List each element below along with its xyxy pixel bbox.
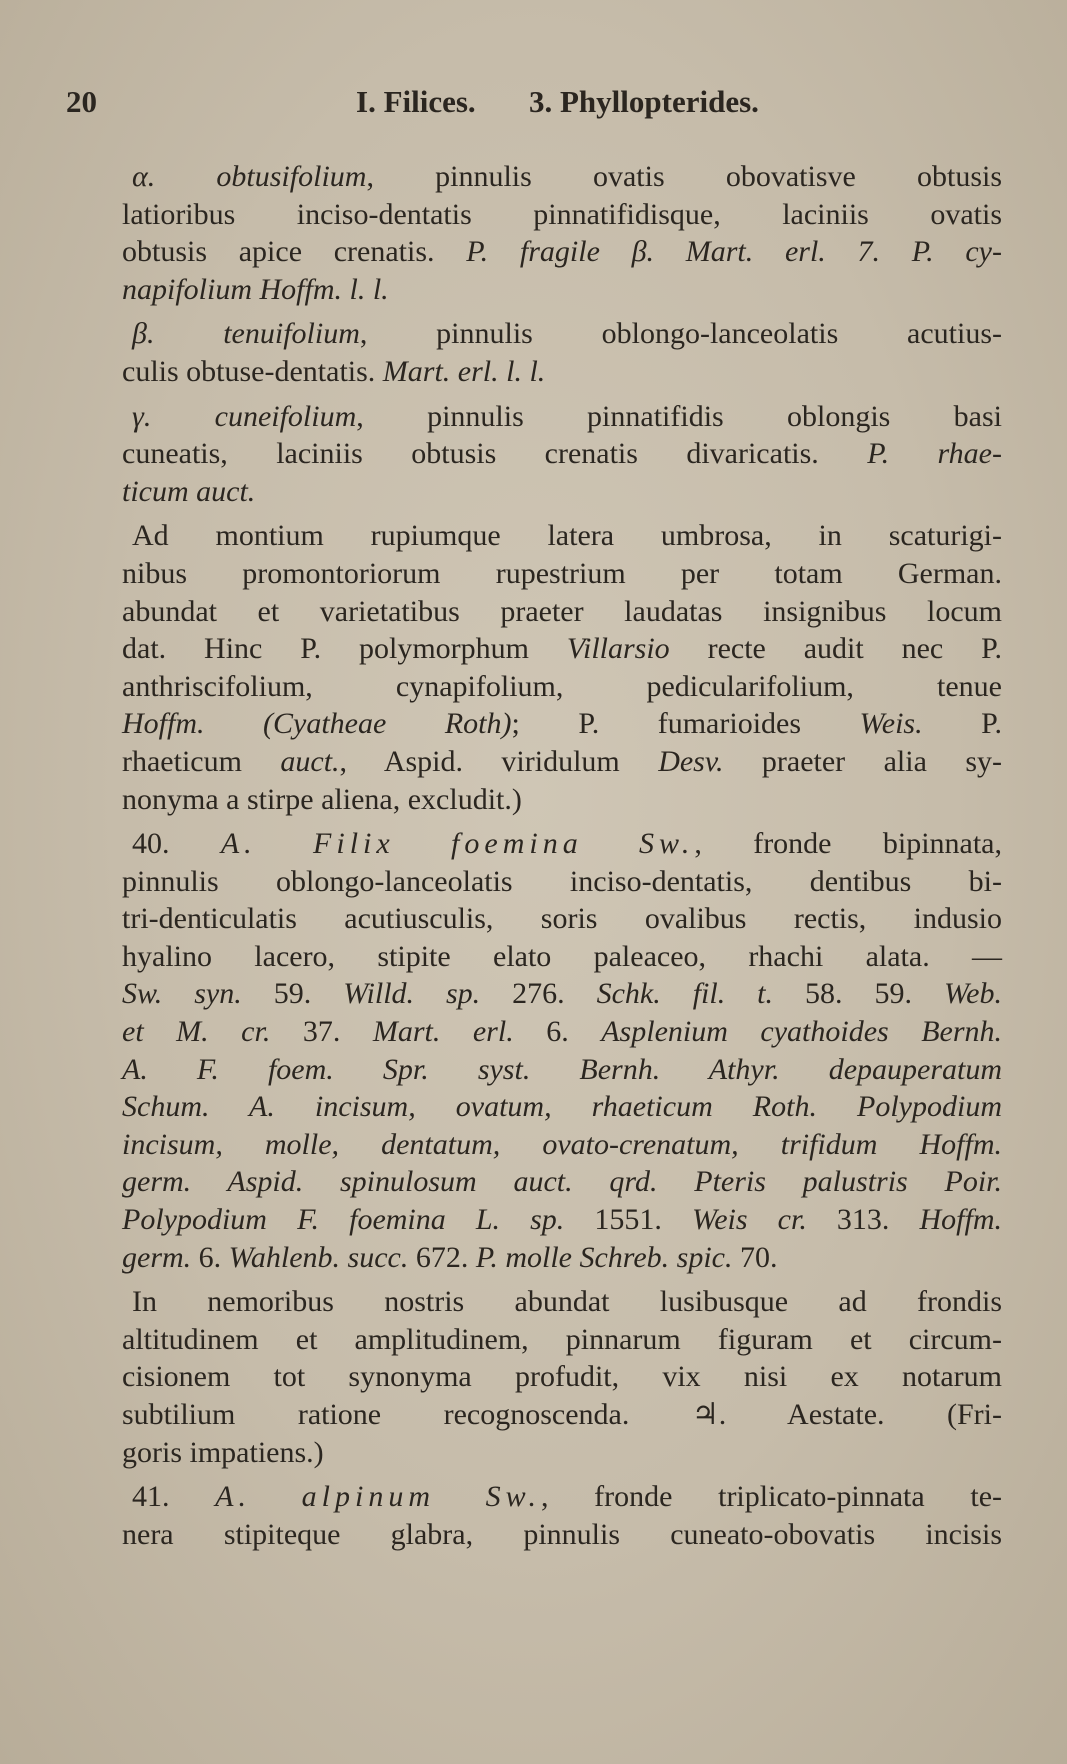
italic-text: Wahlenb. succ. <box>228 1240 409 1274</box>
text-segment: subtilium ratione recognoscenda. ♃. Aestate. (Fri- <box>122 1398 1002 1431</box>
italic-text: Polypodium F. foemina L. sp. <box>122 1203 565 1237</box>
italic-text: Schum. A. incisum, ovatum, rhaeticum Roth. Polypodium <box>122 1090 1002 1124</box>
text-segment: , pinnulis oblongo-lanceolatis acutius- <box>359 317 1002 351</box>
text-segment: praeter alia sy- <box>723 744 1002 778</box>
text-line <box>122 1358 1002 1396</box>
text-segment: , pinnulis ovatis obovatisve obtusis <box>366 160 1003 193</box>
text-line <box>122 1321 1002 1359</box>
text-line <box>122 435 1002 473</box>
text-line <box>122 473 1002 511</box>
text-segment: ; P. fumarioides <box>511 707 860 741</box>
text-line <box>122 517 1002 555</box>
italic-text: A. Filix foemina Sw. <box>220 827 695 861</box>
italic-text: ticum auct. <box>122 474 256 508</box>
paragraph <box>122 315 1002 390</box>
text-segment: hyalino lacero, stipite elato paleaceo, rhachi alata. — <box>122 939 1002 973</box>
text-line <box>122 630 1002 668</box>
italic-text: Schk. fil. t. <box>596 977 774 1011</box>
italic-text: incisum, molle, dentatum, ovato-crenatum, trifidum Hoffm. <box>122 1127 1002 1161</box>
italic-text: β. tenuifolium <box>132 317 360 351</box>
text-line <box>122 1396 1002 1434</box>
text-line <box>122 555 1002 593</box>
text-segment: P. <box>922 707 1002 741</box>
text-segment: 6. <box>513 1015 602 1049</box>
italic-text: A. alpinum Sw. <box>215 1480 541 1514</box>
text-segment: dat. Hinc P. polymorphum <box>122 632 567 666</box>
text-segment: 70. <box>732 1240 778 1274</box>
paragraph <box>122 158 1002 308</box>
text-line <box>122 1478 1002 1516</box>
text-line <box>122 158 1002 196</box>
text-segment: Ad montium rupiumque latera umbrosa, in scaturigi- <box>132 519 1002 553</box>
text-segment: 41. <box>132 1480 216 1514</box>
text-line <box>122 668 1002 706</box>
text-segment: 6. <box>191 1240 229 1274</box>
text-segment: , fronde triplicato-pinnata te- <box>540 1480 1002 1514</box>
text-segment: 276. <box>480 977 597 1011</box>
paragraph <box>122 825 1002 1276</box>
text-line <box>122 593 1002 631</box>
text-line <box>122 1201 1002 1239</box>
running-header <box>66 84 1016 124</box>
text-line <box>122 781 1002 819</box>
page-body <box>122 158 1002 1560</box>
italic-text: P. molle Schreb. spic. <box>475 1240 733 1274</box>
text-segment: nonyma a stirpe aliena, excludit.) <box>122 782 522 816</box>
italic-text: Sw. syn. <box>122 977 242 1011</box>
text-segment: tri-denticulatis acutiusculis, soris ovalibus rectis, indusio <box>122 902 1002 936</box>
text-segment: abundat et varietatibus praeter laudatas insignibus locum <box>122 594 1002 628</box>
text-segment: In nemoribus nostris abundat lusibusque ad frondis <box>132 1285 1002 1319</box>
italic-text: auct. <box>280 744 340 778</box>
text-segment: 58. 59. <box>773 977 944 1011</box>
text-line <box>122 398 1002 436</box>
text-line <box>122 1051 1002 1089</box>
text-line <box>122 1013 1002 1051</box>
text-line <box>122 1163 1002 1201</box>
text-segment: 1551. <box>564 1203 692 1237</box>
italic-text: Mart. erl. <box>372 1015 514 1049</box>
italic-text: Asplenium cyathoides Bernh. <box>601 1015 1003 1049</box>
text-segment: , Aspid. viridulum <box>339 744 659 778</box>
italic-text: P. fragile β. Mart. erl. 7. P. cy- <box>466 235 1002 269</box>
text-segment: 40. <box>132 827 221 861</box>
italic-text: γ. cuneifolium <box>132 399 357 433</box>
text-segment: 313. <box>806 1203 920 1237</box>
text-segment: nera stipiteque glabra, pinnulis cuneato-obovatis incisis <box>122 1517 1002 1551</box>
text-line <box>122 975 1002 1013</box>
text-line <box>122 1516 1002 1554</box>
italic-text: Weis. <box>859 707 923 741</box>
text-line <box>122 1434 1002 1472</box>
text-segment: , pinnulis pinnatifidis oblongis basi <box>356 399 1002 433</box>
text-segment: , fronde bipinnata, <box>694 827 1002 861</box>
text-line <box>122 315 1002 353</box>
text-line <box>122 1283 1002 1321</box>
text-segment: obtusis apice crenatis. <box>122 235 467 269</box>
text-segment: nibus promontoriorum rupestrium per totam German. <box>122 556 1002 590</box>
text-segment: anthriscifolium, cynapifolium, pedicularifolium, tenue <box>122 669 1002 703</box>
text-line <box>122 705 1002 743</box>
italic-text: Desv. <box>658 744 724 778</box>
text-line <box>122 743 1002 781</box>
section-title: I. Filices. <box>356 84 476 119</box>
italic-text: P. rhae- <box>867 437 1002 471</box>
text-line <box>122 900 1002 938</box>
italic-text: et M. cr. <box>122 1015 271 1049</box>
text-line <box>122 938 1002 976</box>
text-segment: goris impatiens.) <box>122 1435 324 1469</box>
text-line <box>122 825 1002 863</box>
text-segment: latioribus inciso-dentatis pinnatifidisque, laciniis ovatis <box>122 197 1002 231</box>
italic-text: napifolium Hoffm. l. l. <box>122 272 389 306</box>
italic-text: Villarsio <box>566 632 670 666</box>
text-segment: pinnulis oblongo-lanceolatis inciso-dentatis, dentibus bi- <box>122 864 1002 898</box>
text-segment: 37. <box>270 1015 373 1049</box>
text-segment: culis obtuse-dentatis. <box>122 354 383 388</box>
paragraph <box>122 398 1002 511</box>
italic-text: Hoffm. <box>919 1203 1003 1237</box>
text-line <box>122 233 1002 271</box>
paragraph <box>122 1478 1002 1553</box>
text-line <box>122 1126 1002 1164</box>
text-segment: cisionem tot synonyma profudit, vix nisi ex notarum <box>122 1360 1002 1394</box>
text-segment: 59. <box>241 977 344 1011</box>
page-number: 20 <box>66 84 97 119</box>
text-line <box>122 271 1002 309</box>
italic-text: Web. <box>943 977 1002 1011</box>
text-line <box>122 196 1002 234</box>
text-line <box>122 1239 1002 1277</box>
paragraph <box>122 1283 1002 1471</box>
text-line <box>122 353 1002 391</box>
text-segment: recte audit nec P. <box>669 632 1002 666</box>
italic-text: Weis cr. <box>692 1203 807 1237</box>
italic-text: germ. <box>122 1240 192 1274</box>
italic-text: germ. Aspid. spinulosum auct. qrd. Pteris palustris Poir. <box>122 1165 1002 1199</box>
italic-text: Willd. sp. <box>343 977 481 1011</box>
text-segment: altitudinem et amplitudinem, pinnarum figuram et circum- <box>122 1322 1002 1356</box>
paragraph <box>122 517 1002 818</box>
text-line <box>122 1088 1002 1126</box>
subsection-title: 3. Phyllopterides. <box>529 84 759 119</box>
text-segment: rhaeticum <box>122 744 281 778</box>
text-segment: 672. <box>408 1240 476 1274</box>
italic-text: A. F. foem. Spr. syst. Bernh. Athyr. depauperatum <box>122 1052 1002 1086</box>
italic-text: Mart. erl. l. l. <box>382 354 546 388</box>
text-segment: cuneatis, laciniis obtusis crenatis divaricatis. <box>122 437 868 471</box>
italic-text: Hoffm. (Cyatheae Roth) <box>122 707 512 741</box>
text-line <box>122 863 1002 901</box>
italic-text: α. obtusifolium <box>132 160 367 193</box>
